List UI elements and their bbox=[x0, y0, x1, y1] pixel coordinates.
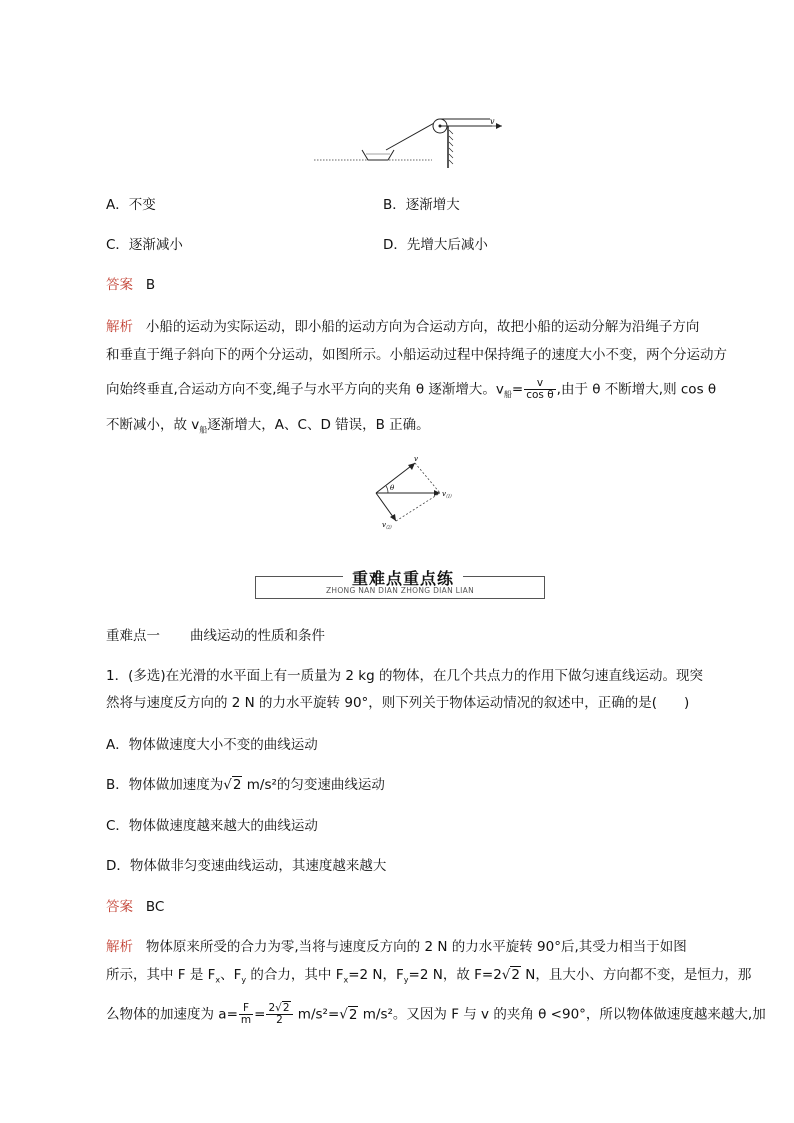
subscript: y bbox=[403, 975, 409, 985]
subscript: x bbox=[215, 975, 221, 985]
sqrt-value: 2 bbox=[282, 1002, 290, 1014]
svg-text:θ: θ bbox=[390, 484, 395, 492]
analysis-2-line3: 么物体的加速度为 a= $\frac{F}{m}$ = $\frac{2√2}{2}$ m/s²=√2 m/s²。又因为 F 与 v 的夹角 θ <90°，所以物体做速度越来越大,加 bbox=[106, 1002, 766, 1026]
t: 所示，其中 F 是 F bbox=[106, 967, 216, 983]
t: =2 N，故 F=2 bbox=[408, 967, 502, 983]
boat-pulley-figure bbox=[312, 112, 512, 172]
velocity-decomposition-figure bbox=[370, 455, 460, 533]
answer-value: B bbox=[145, 277, 156, 293]
equals: = bbox=[254, 1006, 266, 1023]
sqrt-value: 2 bbox=[511, 967, 520, 983]
t: 的合力，其中 F bbox=[246, 967, 344, 983]
subscript: 船 bbox=[503, 390, 512, 400]
svg-text:v⑵: $v_⑵$ bbox=[382, 521, 391, 531]
t: m/s²。又因为 F 与 v 的夹角 θ <90°，所以物体做速度越来越大,加 bbox=[358, 1006, 766, 1023]
equals: = bbox=[511, 381, 524, 398]
subscript: 船 bbox=[199, 425, 208, 435]
answer-value: BC bbox=[145, 899, 165, 915]
subscript: y bbox=[241, 975, 247, 985]
answer-label: 答案 bbox=[106, 899, 133, 915]
option-text: m/s²的匀变速曲线运动 bbox=[242, 777, 385, 793]
fraction bbox=[266, 1003, 292, 1026]
numerator: 2√2 bbox=[266, 1003, 292, 1015]
section-heading bbox=[106, 626, 325, 646]
option-a: A．不变 bbox=[106, 197, 156, 213]
answer-label: 答案 bbox=[106, 277, 133, 293]
svg-text:v⑴: $v_⑴$ bbox=[442, 490, 451, 500]
analysis-1-line2: 和垂直于绳子斜向下的两个分运动，如图所示。小船运动过程中保持绳子的速度大小不变，两个分运动方 bbox=[106, 347, 727, 363]
denominator: 2 bbox=[276, 1014, 283, 1026]
question-1-option-a: A．物体做速度大小不变的曲线运动 bbox=[106, 737, 318, 753]
question-1-option-c: C．物体做速度越来越大的曲线运动 bbox=[106, 818, 318, 834]
analysis-2-line1 bbox=[106, 937, 687, 957]
fraction bbox=[524, 378, 555, 401]
option-text: B．物体做加速度为 bbox=[106, 777, 224, 793]
numerator: F bbox=[239, 1003, 253, 1015]
question-1-line2: 然将与速度反方向的 2 N 的力水平旋转 90°，则下列关于物体运动情况的叙述中，正确的是( ) bbox=[106, 695, 690, 711]
t: 么物体的加速度为 a= bbox=[106, 1006, 238, 1023]
section-label: 重难点一 bbox=[106, 628, 160, 644]
option-c: C．逐渐减小 bbox=[106, 237, 183, 253]
analysis-text: 小船的运动为实际运动，即小船的运动方向为合运动方向，故把小船的运动分解为沿绳子方向 bbox=[145, 319, 700, 335]
t: 2 bbox=[268, 1002, 276, 1014]
subscript: x bbox=[343, 975, 349, 985]
fraction bbox=[239, 1003, 253, 1026]
denominator: m bbox=[240, 1014, 252, 1026]
analysis-2-line2: 所示，其中 F 是 $F_x$、$F_y$ 的合力，其中 $F_x=2$ N，$F_y=2$ N，故 F=2√2 N，且大小、方向都不变，是恒力，那 bbox=[106, 967, 752, 985]
svg-text:v: v bbox=[490, 117, 495, 126]
sqrt-value: 2 bbox=[232, 777, 242, 793]
analysis-text: 逐渐增大，A、C、D 错误，B 正确。 bbox=[207, 417, 430, 433]
denominator: cos θ bbox=[526, 389, 554, 401]
section-banner bbox=[255, 562, 545, 600]
banner-subtitle: ZHONG NAN DIAN ZHONG DIAN LIAN bbox=[325, 586, 475, 595]
analysis-label: 解析 bbox=[106, 319, 133, 335]
numerator: v bbox=[524, 378, 555, 390]
analysis-1-line4 bbox=[106, 415, 430, 441]
section-title: 曲线运动的性质和条件 bbox=[190, 628, 325, 644]
t: m/s²= bbox=[293, 1006, 340, 1023]
option-d: D．先增大后减小 bbox=[383, 237, 488, 253]
t: N，且大小、方向都不变，是恒力，那 bbox=[520, 967, 752, 983]
question-1-option-b: B．物体做加速度为√2 m/s²的匀变速曲线运动 bbox=[106, 777, 385, 793]
question-1-option-d: D．物体做非匀变速曲线运动，其速度越来越大 bbox=[106, 858, 387, 874]
svg-text:v: v bbox=[414, 455, 418, 463]
banner-title: 重难点重点练 bbox=[351, 569, 454, 588]
question-1-line1: 1．(多选)在光滑的水平面上有一质量为 2 kg 的物体，在几个共点力的作用下做匀速直线运动。现突 bbox=[106, 668, 703, 684]
analysis-text: 物体原来所受的合力为零,当将与速度反方向的 2 N 的力水平旋转 90°后,其受力相当于如图 bbox=[145, 939, 687, 955]
analysis-text: 向始终垂直,合运动方向不变,绳子与水平方向的夹角 θ 逐渐增大。v bbox=[106, 381, 504, 398]
analysis-text: 不断减小，故 v bbox=[106, 417, 200, 433]
sqrt-value: 2 bbox=[348, 1006, 358, 1023]
analysis-text: ,由于 θ 不断增大,则 cos θ bbox=[556, 381, 717, 398]
analysis-label: 解析 bbox=[106, 939, 133, 955]
t: 、F bbox=[220, 967, 242, 983]
answer-1 bbox=[106, 275, 155, 295]
analysis-1-line3 bbox=[106, 378, 716, 405]
answer-2 bbox=[106, 897, 164, 917]
t: =2 N，F bbox=[348, 967, 404, 983]
analysis-1-line1 bbox=[106, 317, 699, 337]
option-b: B．逐渐增大 bbox=[383, 197, 460, 213]
